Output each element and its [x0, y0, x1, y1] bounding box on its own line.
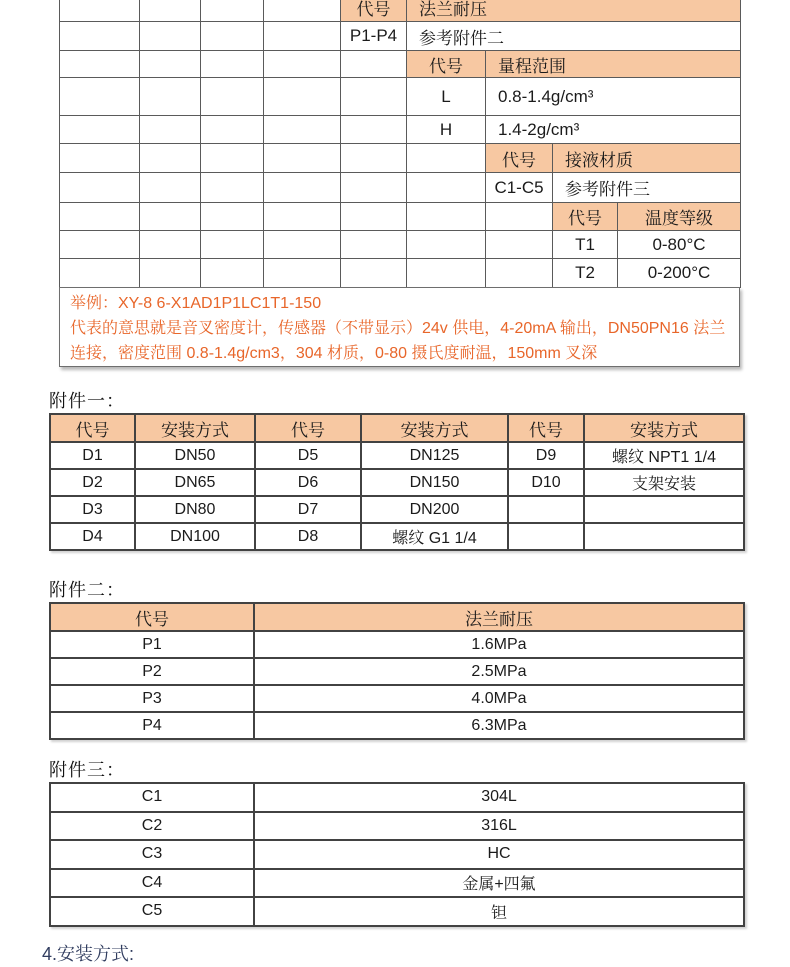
code-header-cell: 代号	[341, 0, 407, 22]
section-heading-install-method: 4.安装方式:	[42, 944, 135, 964]
empty-cell	[201, 78, 264, 116]
table-row	[50, 869, 744, 898]
empty-cell	[407, 231, 486, 259]
code-value-cell: T1	[553, 231, 618, 259]
empty-cell	[140, 259, 201, 288]
table-cell: P1	[50, 631, 254, 658]
empty-cell	[140, 22, 201, 51]
table-row	[60, 116, 741, 144]
table-cell: C4	[50, 869, 254, 898]
empty-cell	[264, 231, 341, 259]
header-cell: 代号	[50, 414, 135, 442]
table-row	[50, 783, 744, 812]
empty-cell	[140, 231, 201, 259]
header-cell: 法兰耐压	[254, 603, 744, 631]
code-value-cell: T2	[553, 259, 618, 288]
example-line: 举例：XY-8 6-X1AD1P1LC1T1-150	[70, 295, 322, 312]
table-cell: DN65	[135, 469, 255, 496]
table-row	[50, 496, 744, 523]
table-row	[50, 442, 744, 469]
empty-cell	[140, 116, 201, 144]
table-cell: D3	[50, 496, 135, 523]
table-cell: DN100	[135, 523, 255, 550]
table-cell: P3	[50, 685, 254, 712]
table-row	[60, 259, 741, 288]
empty-cell	[264, 116, 341, 144]
table-cell: P4	[50, 712, 254, 739]
table-cell: DN80	[135, 496, 255, 523]
empty-cell	[60, 0, 140, 22]
table-cell	[508, 523, 584, 550]
empty-cell	[140, 51, 201, 78]
empty-cell	[341, 231, 407, 259]
empty-cell	[341, 51, 407, 78]
empty-cell	[264, 173, 341, 203]
table-cell: D6	[255, 469, 361, 496]
header-cell: 安装方式	[584, 414, 744, 442]
empty-cell	[140, 0, 201, 22]
table-cell: DN50	[135, 442, 255, 469]
table-cell: P2	[50, 658, 254, 685]
empty-cell	[201, 259, 264, 288]
empty-cell	[264, 259, 341, 288]
empty-cell	[201, 231, 264, 259]
header-cell: 代号	[50, 603, 254, 631]
table-row	[60, 22, 741, 51]
header-cell: 安装方式	[361, 414, 508, 442]
attachment1-label: 附件一：	[49, 391, 125, 411]
table-cell	[508, 496, 584, 523]
example-note-box	[59, 287, 740, 367]
empty-cell	[341, 259, 407, 288]
empty-cell	[201, 173, 264, 203]
table-cell: C5	[50, 897, 254, 926]
table-cell: DN200	[361, 496, 508, 523]
empty-cell	[341, 78, 407, 116]
table-cell: D2	[50, 469, 135, 496]
table-row	[60, 0, 741, 22]
table-cell: C3	[50, 840, 254, 869]
table-row	[60, 173, 741, 203]
empty-cell	[486, 259, 553, 288]
empty-cell	[201, 22, 264, 51]
empty-cell	[60, 231, 140, 259]
code-header-cell: 代号	[553, 203, 618, 231]
table-cell: 4.0MPa	[254, 685, 744, 712]
empty-cell	[407, 173, 486, 203]
table-cell: D8	[255, 523, 361, 550]
empty-cell	[407, 259, 486, 288]
range-value-cell: 0.8-1.4g/cm³	[486, 78, 741, 116]
example-line: 代表的意思就是音叉密度计，传感器（不带显示）24v 供电，4-20mA 输出，DN50PN16 法兰	[70, 320, 726, 337]
empty-cell	[264, 51, 341, 78]
empty-cell	[60, 259, 140, 288]
table-row	[50, 685, 744, 712]
code-value-cell: H	[407, 116, 486, 144]
table-cell: C2	[50, 812, 254, 841]
table-cell: HC	[254, 840, 744, 869]
header-cell: 代号	[255, 414, 361, 442]
empty-cell	[264, 22, 341, 51]
table-row	[50, 658, 744, 685]
code-value-cell: P1-P4	[341, 22, 407, 51]
empty-cell	[201, 116, 264, 144]
empty-cell	[60, 144, 140, 173]
table-row	[50, 631, 744, 658]
table-cell: 金属+四氟	[254, 869, 744, 898]
empty-cell	[264, 0, 341, 22]
empty-cell	[407, 203, 486, 231]
attachment2-label: 附件二：	[49, 580, 125, 600]
table-cell: 2.5MPa	[254, 658, 744, 685]
empty-cell	[264, 78, 341, 116]
temperature-value-cell: 0-80°C	[618, 231, 741, 259]
attachment3-table	[49, 782, 745, 927]
flange-pressure-header-cell: 法兰耐压	[407, 0, 741, 22]
empty-cell	[140, 173, 201, 203]
table-cell: D10	[508, 469, 584, 496]
empty-cell	[486, 203, 553, 231]
range-value-cell: 1.4-2g/cm³	[486, 116, 741, 144]
empty-cell	[341, 116, 407, 144]
model-selection-table	[59, 0, 741, 288]
empty-cell	[201, 144, 264, 173]
table-cell: 钽	[254, 897, 744, 926]
table-cell: DN125	[361, 442, 508, 469]
table-row	[60, 51, 741, 78]
empty-cell	[486, 231, 553, 259]
code-header-cell: 代号	[407, 51, 486, 78]
empty-cell	[201, 0, 264, 22]
attachment1-table	[49, 413, 745, 551]
empty-cell	[140, 78, 201, 116]
empty-cell	[341, 203, 407, 231]
table-cell: D9	[508, 442, 584, 469]
table-cell	[584, 523, 744, 550]
empty-cell	[201, 203, 264, 231]
empty-cell	[201, 51, 264, 78]
table-row	[60, 144, 741, 173]
table-row	[50, 523, 744, 550]
attachment3-label: 附件三：	[49, 760, 125, 780]
empty-cell	[264, 203, 341, 231]
example-line: 连接，密度范围 0.8-1.4g/cm3，304 材质，0-80 摄氏度耐温，150mm 叉深	[70, 345, 598, 362]
table-cell: 6.3MPa	[254, 712, 744, 739]
empty-cell	[60, 22, 140, 51]
table-row	[50, 712, 744, 739]
reference-cell: 参考附件三	[553, 173, 741, 203]
empty-cell	[60, 116, 140, 144]
empty-cell	[140, 203, 201, 231]
empty-cell	[407, 144, 486, 173]
table-cell: 螺纹 NPT1 1/4	[584, 442, 744, 469]
temperature-header-cell: 温度等级	[618, 203, 741, 231]
table-cell: D5	[255, 442, 361, 469]
code-header-cell: 代号	[486, 144, 553, 173]
empty-cell	[341, 173, 407, 203]
header-cell: 代号	[508, 414, 584, 442]
table-cell	[584, 496, 744, 523]
table-header-row	[50, 414, 744, 442]
table-header-row	[50, 603, 744, 631]
reference-cell: 参考附件二	[407, 22, 741, 51]
table-row	[50, 469, 744, 496]
empty-cell	[60, 51, 140, 78]
material-header-cell: 接液材质	[553, 144, 741, 173]
table-cell: 支架安装	[584, 469, 744, 496]
table-cell: DN150	[361, 469, 508, 496]
table-row	[60, 78, 741, 116]
table-cell: 304L	[254, 783, 744, 812]
empty-cell	[60, 203, 140, 231]
table-cell: D7	[255, 496, 361, 523]
table-cell: 螺纹 G1 1/4	[361, 523, 508, 550]
empty-cell	[264, 144, 341, 173]
range-header-cell: 量程范围	[486, 51, 741, 78]
code-value-cell: L	[407, 78, 486, 116]
code-value-cell: C1-C5	[486, 173, 553, 203]
table-row	[60, 231, 741, 259]
attachment2-table	[49, 602, 745, 740]
header-cell: 安装方式	[135, 414, 255, 442]
table-row	[50, 812, 744, 841]
empty-cell	[60, 78, 140, 116]
table-cell: C1	[50, 783, 254, 812]
empty-cell	[60, 173, 140, 203]
empty-cell	[341, 144, 407, 173]
table-row	[50, 840, 744, 869]
table-row	[50, 897, 744, 926]
table-cell: D4	[50, 523, 135, 550]
table-row	[60, 203, 741, 231]
table-cell: 316L	[254, 812, 744, 841]
table-cell: 1.6MPa	[254, 631, 744, 658]
empty-cell	[140, 144, 201, 173]
table-cell: D1	[50, 442, 135, 469]
temperature-value-cell: 0-200°C	[618, 259, 741, 288]
